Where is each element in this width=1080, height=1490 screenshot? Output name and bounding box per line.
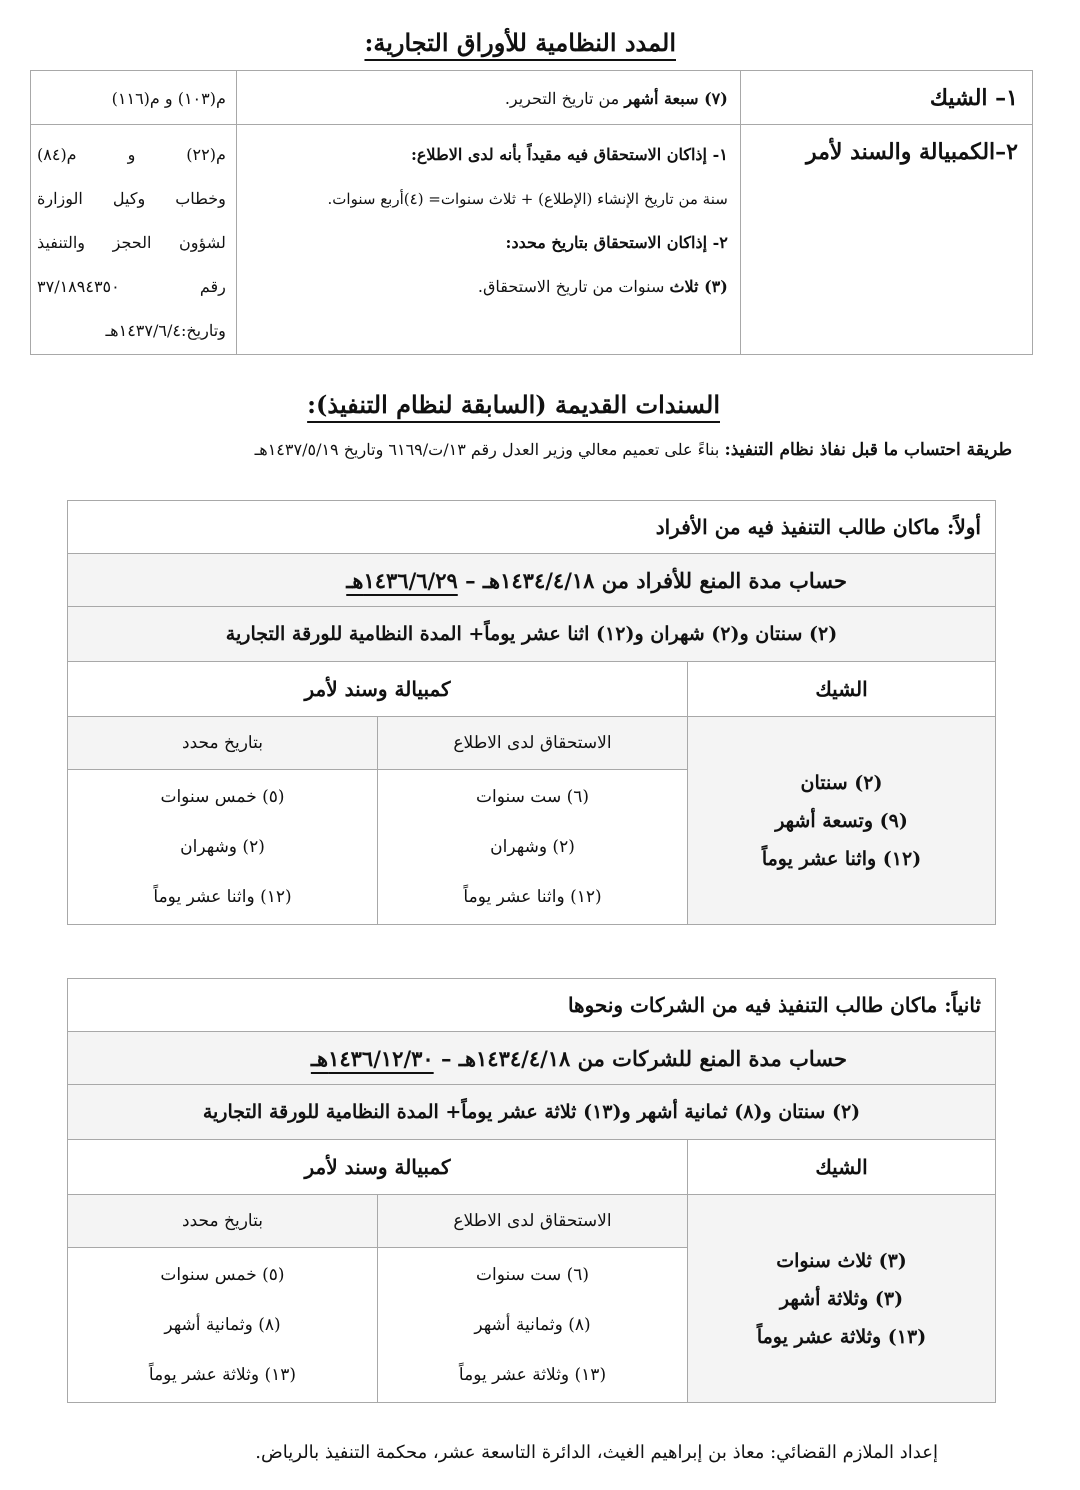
period-text: من تاريخ التحرير. [504,89,620,108]
reference-line: رقم ٣٧/١٨٩٤٣٥٠ [37,277,226,296]
table-row [68,1032,996,1085]
table-row [68,607,996,662]
old-instruments-heading: السندات القديمة (السابقة لنظام التنفيذ): [307,390,720,419]
period-bold: (٣) ثلاث [669,277,728,296]
period-line: (٩) وتسعة أشهر [775,809,908,832]
total-period: (٢) سنتان و(٢) شهران و(١٢) اثنا عشر يوماً+ المدة النظامية للورقة التجارية [68,607,996,662]
cheque-header: الشيك [688,1140,996,1195]
period-line: (١٣) وثلاثة عشر يوماً [148,1365,297,1385]
reference-line: م(٢٢) و م(٨٤) [37,145,226,164]
calculation-method [255,440,1012,460]
bill-type-cell [740,125,1032,355]
period-line: (١٢) واثنا عشر يوماً [761,847,922,870]
reference-cell [31,71,237,125]
period-text: سنوات من تاريخ الاستحقاق. [477,277,665,296]
reference-line: وخطاب وكيل الوزارة [37,189,226,208]
individuals-table [67,500,996,925]
period-cell [236,125,740,355]
section-title: أولاً: ماكان طالب التنفيذ فيه من الأفراد [68,501,996,554]
table-row [31,125,1033,355]
period-cell [236,71,740,125]
period-bold: (٧) سبعة أشهر [624,89,728,108]
fixed-date-header: بتاريخ محدد [68,717,378,770]
period-line: (١٣) وثلاثة عشر يوماً [458,1365,607,1385]
period-line: (١٣) وثلاثة عشر يوماً [756,1325,927,1348]
bill-header: كمبيالة وسند لأمر [68,662,688,717]
table-row [68,1085,996,1140]
sight-header: الاستحقاق لدى الاطلاع [378,717,688,770]
method-text: بناءً على تعميم معالي وزير العدل رقم ١٣/ت/٦١٦٩ وتاريخ ١٤٣٧/٥/١٩هـ [254,440,720,459]
period-line: (٨) وثمانية أشهر [164,1315,281,1335]
table-row [68,554,996,607]
calc-end-date: ١٤٣٦/٦/٢٩هـ [346,567,458,593]
period-line: (٣) ثلاث سنوات [776,1249,907,1272]
companies-table [67,978,996,1403]
reference-cell [31,125,237,355]
period-line: (٦) ست سنوات [475,787,590,807]
period-line: (٢) وشهران [180,837,265,857]
calc-start: حساب مدة المنع للأفراد من ١٤٣٤/٤/١٨هـ – [465,567,847,593]
statutory-periods-table [30,70,1033,355]
calc-start: حساب مدة المنع للشركات من ١٤٣٤/٤/١٨هـ – [440,1045,847,1071]
fixed-date-period [68,770,378,925]
reference-line: وتاريخ:١٤٣٧/٦/٤هـ [105,321,226,340]
period-bold: ١- إذاكان الاستحقاق فيه مقيداً بأنه لدى الاطلاع: [410,145,728,164]
period-line: (٢) سنتان [800,771,883,794]
calc-end-date: ١٤٣٦/١٢/٣٠هـ [310,1045,434,1071]
table-row [68,1140,996,1195]
sight-header: الاستحقاق لدى الاطلاع [377,1195,687,1248]
type-label: ١– الشيك [929,85,1018,111]
table-row [68,717,996,770]
author-footer: إعداد الملازم القضائي: معاذ بن إبراهيم الغيث، الدائرة التاسعة عشر، محكمة التنفيذ بالرياض. [255,1442,938,1463]
total-period: (٢) سنتان و(٨) ثمانية أشهر و(١٣) ثلاثة عشر يوماً+ المدة النظامية للورقة التجارية [68,1085,996,1140]
main-heading: المدد النظامية للأوراق التجارية: [364,28,676,57]
reference-line: م(١٠٣) و م(١١٦) [111,89,226,108]
table-row [68,662,996,717]
bill-header: كمبيالة وسند لأمر [68,1140,688,1195]
table-row [68,979,996,1032]
period-line: (٢) وشهران [490,837,575,857]
type-label: ٢–الكمبيالة والسند لأمر [805,139,1018,165]
period-text: سنة من تاريخ الإنشاء (الإطلاع) + ثلاث سنوات= (٤)أربع سنوات. [327,190,728,208]
cheque-period [688,717,996,925]
section-title: ثانياً: ماكان طالب التنفيذ فيه من الشركات ونحوها [68,979,996,1032]
table-row [31,71,1033,125]
cheque-header: الشيك [688,662,996,717]
period-line: (٥) خمس سنوات [160,787,285,807]
calc-range [68,1032,996,1085]
period-line: (١٢) واثنا عشر يوماً [463,887,602,907]
fixed-date-period [68,1248,378,1403]
sight-period [378,770,688,925]
period-line: (١٢) واثنا عشر يوماً [153,887,292,907]
period-line: (٦) ست سنوات [475,1265,590,1285]
period-line: (٨) وثمانية أشهر [474,1315,591,1335]
period-line: (٥) خمس سنوات [160,1265,285,1285]
cheque-period [688,1195,996,1403]
calc-range [68,554,996,607]
method-label: طريقة احتساب ما قبل نفاذ نظام التنفيذ: [724,440,1012,460]
cheque-type-cell [740,71,1032,125]
table-row [68,1195,996,1248]
period-line: (٣) وثلاثة أشهر [779,1287,904,1310]
fixed-date-header: بتاريخ محدد [68,1195,378,1248]
reference-line: لشؤون الحجز والتنفيذ [37,233,226,252]
period-bold: ٢- إذاكان الاستحقاق بتاريخ محدد: [505,233,728,252]
table-row [68,501,996,554]
sight-period [377,1248,687,1403]
